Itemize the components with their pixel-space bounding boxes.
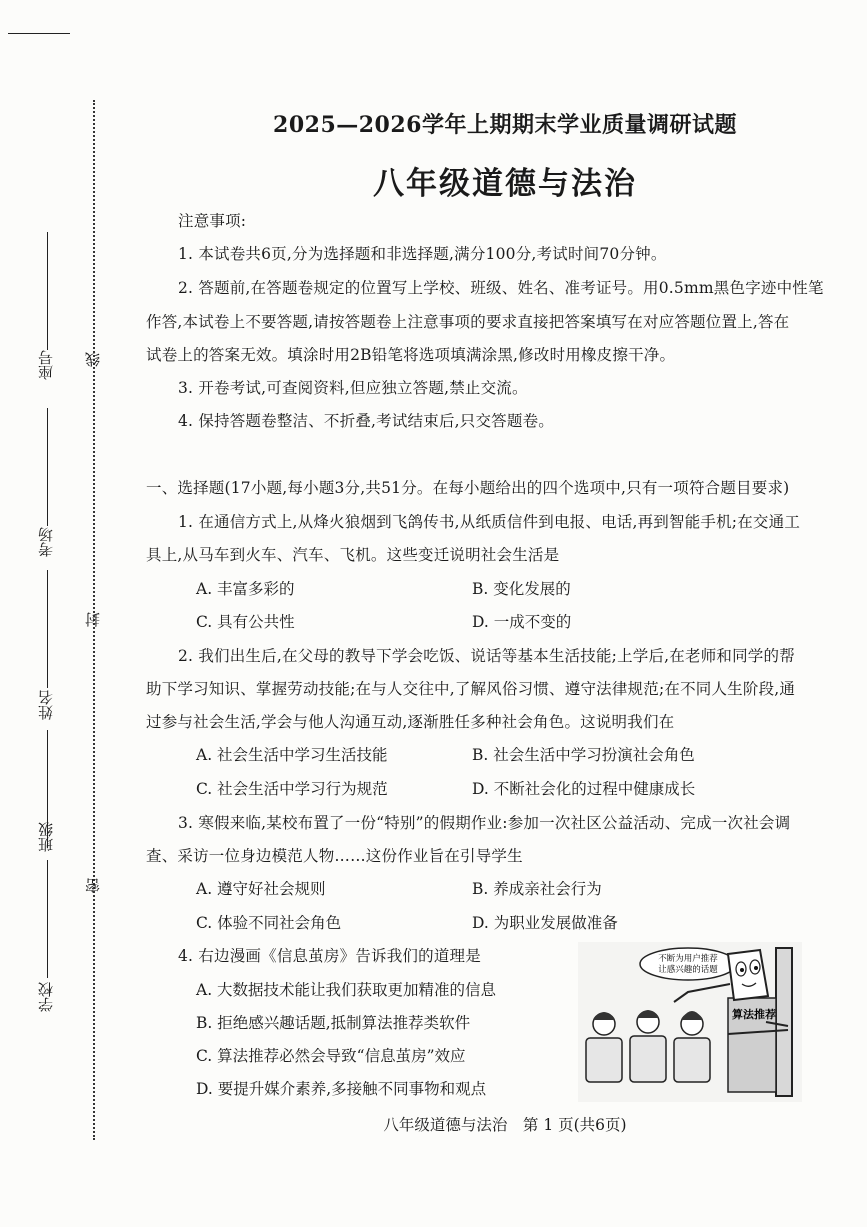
note-line: 1. 本试卷共6页,分为选择题和非选择题,满分100分,考试时间70分钟。 [178,245,667,263]
option-c: C. 算法推荐必然会导致“信息茧房”效应 [196,1047,466,1065]
option-a: A. 遵守好社会规则 [196,880,326,898]
binding-label-room: 考场 [37,527,55,557]
option-a: A. 社会生活中学习生活技能 [196,746,388,764]
speech-bubble [640,948,736,980]
bubble-text: 不断为用户推荐 [658,954,718,964]
binding-label-name: 姓名 [37,690,55,720]
option-b: B. 拒绝感兴趣话题,抵制算法推荐类软件 [196,1014,471,1032]
binding-underline-room [47,408,48,526]
binding-underline-school [47,860,48,978]
note-line: 试卷上的答案无效。填涂时用2B铅笔将选项填满涂黑,修改时用橡皮擦干净。 [146,346,676,364]
binding-label-class: 班级 [37,822,55,852]
seal-char-secret: 密 [84,878,102,893]
question-stem: 1. 在通信方式上,从烽火狼烟到飞鸽传书,从纸质信件到电报、电话,再到智能手机;在交通工 [178,513,801,531]
note-line: 作答,本试卷上不要答题,请按答题卷上注意事项的要求直接把答案填写在对应答题位置上,答在 [146,313,790,331]
option-b: B. 养成亲社会行为 [472,880,602,898]
exam-title: 2025—2026学年上期期末学业质量调研试题 [273,112,737,138]
question-stem: 具上,从马车到火车、汽车、飞机。这些变迁说明社会生活是 [146,546,560,564]
note-line: 4. 保持答题卷整洁、不折叠,考试结束后,只交答题卷。 [178,412,554,430]
option-a: A. 大数据技术能让我们获取更加精准的信息 [196,981,497,999]
question-stem: 查、采访一位身边模范人物……这份作业旨在引导学生 [146,847,523,865]
option-c: C. 体验不同社会角色 [196,914,342,932]
top-rule [8,33,70,34]
sign-text: 算法推荐 [732,1008,776,1021]
option-d: D. 为职业发展做准备 [472,914,618,932]
note-line: 3. 开卷考试,可查阅资料,但应独立答题,禁止交流。 [178,379,528,397]
binding-label-seat: 座号 [37,350,55,380]
notes-heading: 注意事项: [178,212,247,230]
section-heading: 一、选择题(17小题,每小题3分,共51分。在每小题给出的四个选项中,只有一项符合题目要求) [146,479,790,497]
option-d: D. 要提升媒介素养,多接触不同事物和观点 [196,1080,487,1098]
algorithm-character [728,950,768,1000]
option-c: C. 具有公共性 [196,613,295,631]
note-line: 2. 答题前,在答题卷规定的位置写上学校、班级、姓名、准考证号。用0.5mm黑色字迹中性笔 [178,279,824,297]
seal-char-seal: 封 [84,612,102,627]
question-stem: 3. 寒假来临,某校布置了一份“特别”的假期作业:参加一次社区公益活动、完成一次社会调 [178,814,791,832]
option-d: D. 不断社会化的过程中健康成长 [472,780,696,798]
option-d: D. 一成不变的 [472,613,572,631]
binding-underline-name [47,570,48,688]
question-stem: 过参与社会生活,学会与他人沟通互动,逐渐胜任多种社会角色。这说明我们在 [146,713,675,731]
binding-underline-seat [47,232,48,350]
bubble-text: 让感兴趣的话题 [658,965,718,975]
question-stem: 4. 右边漫画《信息茧房》告诉我们的道理是 [178,947,481,965]
question-stem: 助下学习知识、掌握劳动技能;在与人交往中,了解风俗习惯、遵守法律规范;在不同人生阶段,通 [146,680,796,698]
seal-char-line: 线 [84,352,102,367]
information-cocoon-cartoon [578,942,802,1102]
subject-title: 八年级道德与法治 [373,166,637,202]
option-a: A. 丰富多彩的 [196,580,295,598]
door-frame [776,948,792,1096]
binding-label-school: 学校 [37,982,55,1012]
option-c: C. 社会生活中学习行为规范 [196,780,388,798]
option-b: B. 变化发展的 [472,580,571,598]
option-b: B. 社会生活中学习扮演社会角色 [472,746,695,764]
page-footer: 八年级道德与法治 第 1 页(共6页) [383,1116,627,1134]
question-stem: 2. 我们出生后,在父母的教导下学会吃饭、说话等基本生活技能;上学后,在老师和同学的帮 [178,647,795,665]
